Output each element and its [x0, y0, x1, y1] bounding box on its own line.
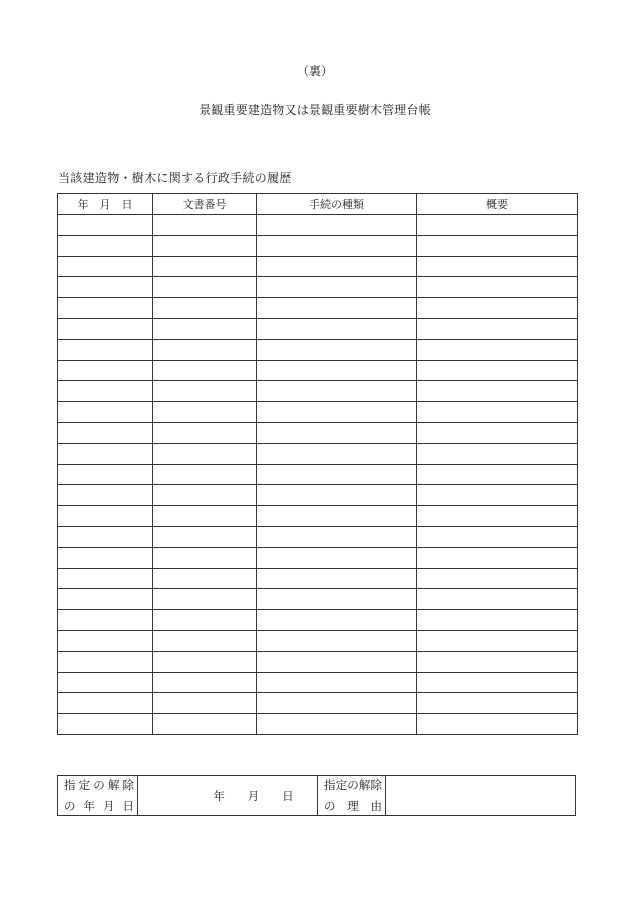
label-char: の	[93, 778, 105, 792]
table-row	[58, 693, 578, 714]
table-row	[58, 318, 578, 339]
summary-cell	[417, 443, 578, 464]
date-cell	[58, 443, 153, 464]
procedure-type-cell	[257, 693, 417, 714]
history-table	[57, 193, 578, 735]
summary-cell	[417, 630, 578, 651]
procedure-type-cell	[257, 547, 417, 568]
date-cell	[58, 215, 153, 236]
table-row	[58, 630, 578, 651]
cancel-reason-label	[318, 776, 386, 815]
label-char: 除	[370, 778, 382, 792]
procedure-type-cell	[257, 589, 417, 610]
procedure-type-cell	[257, 381, 417, 402]
date-cell	[58, 277, 153, 298]
procedure-type-cell	[257, 339, 417, 360]
col-header-date: 年 月 日	[58, 194, 153, 215]
procedure-type-cell	[257, 277, 417, 298]
summary-cell	[417, 693, 578, 714]
summary-cell	[417, 485, 578, 506]
table-row	[58, 339, 578, 360]
procedure-type-cell	[257, 402, 417, 423]
history-section-heading: 当該建造物・樹木に関する行政手続の履歴	[58, 171, 292, 185]
document-number-cell	[153, 339, 257, 360]
procedure-type-cell	[257, 630, 417, 651]
document-number-cell	[153, 318, 257, 339]
document-number-cell	[153, 422, 257, 443]
date-cell	[58, 235, 153, 256]
document-number-cell	[153, 589, 257, 610]
table-row	[58, 651, 578, 672]
date-cell	[58, 464, 153, 485]
date-cell	[58, 651, 153, 672]
table-row	[58, 360, 578, 381]
procedure-type-cell	[257, 651, 417, 672]
date-cell	[58, 339, 153, 360]
procedure-type-cell	[257, 443, 417, 464]
summary-cell	[417, 360, 578, 381]
cancel-date-label-line-2	[64, 798, 134, 814]
procedure-type-cell	[257, 298, 417, 319]
cancel-reason-label-line-2	[324, 798, 382, 814]
procedure-type-cell	[257, 318, 417, 339]
document-number-cell	[153, 360, 257, 381]
procedure-type-cell	[257, 568, 417, 589]
summary-cell	[417, 651, 578, 672]
summary-cell	[417, 402, 578, 423]
procedure-type-cell	[257, 464, 417, 485]
date-cell	[58, 526, 153, 547]
document-number-cell	[153, 630, 257, 651]
label-char: の	[347, 778, 359, 792]
summary-cell	[417, 464, 578, 485]
date-cell	[58, 568, 153, 589]
table-row	[58, 381, 578, 402]
table-row	[58, 547, 578, 568]
label-char: 除	[122, 778, 134, 792]
label-char: の	[64, 799, 76, 813]
table-row	[58, 256, 578, 277]
table-row	[58, 568, 578, 589]
date-cell	[58, 589, 153, 610]
cancel-date-label-line-1	[64, 777, 134, 793]
date-cell	[58, 360, 153, 381]
summary-cell	[417, 610, 578, 631]
summary-cell	[417, 381, 578, 402]
summary-cell	[417, 526, 578, 547]
table-row	[58, 714, 578, 735]
procedure-type-cell	[257, 714, 417, 735]
document-number-cell	[153, 298, 257, 319]
document-number-cell	[153, 672, 257, 693]
procedure-type-cell	[257, 485, 417, 506]
table-row	[58, 298, 578, 319]
procedure-type-cell	[257, 360, 417, 381]
label-char: 理	[347, 799, 359, 813]
table-row	[58, 215, 578, 236]
summary-cell	[417, 714, 578, 735]
document-number-cell	[153, 235, 257, 256]
document-number-cell	[153, 485, 257, 506]
document-number-cell	[153, 443, 257, 464]
table-row	[58, 589, 578, 610]
summary-cell	[417, 256, 578, 277]
procedure-type-cell	[257, 235, 417, 256]
document-number-cell	[153, 610, 257, 631]
table-row	[58, 672, 578, 693]
date-cell	[58, 672, 153, 693]
summary-cell	[417, 339, 578, 360]
procedure-type-cell	[257, 526, 417, 547]
summary-cell	[417, 672, 578, 693]
label-char: 日	[122, 799, 134, 813]
history-header-row	[58, 194, 578, 215]
label-char: 解	[358, 778, 371, 792]
cancel-date-day-unit: 日	[282, 788, 294, 803]
procedure-type-cell	[257, 506, 417, 527]
table-row	[58, 235, 578, 256]
summary-cell	[417, 298, 578, 319]
date-cell	[58, 547, 153, 568]
document-number-cell	[153, 714, 257, 735]
table-row	[58, 506, 578, 527]
document-number-cell	[153, 464, 257, 485]
date-cell	[58, 630, 153, 651]
document-number-cell	[153, 277, 257, 298]
table-row	[58, 485, 578, 506]
col-header-procedure-type: 手続の種類	[257, 194, 417, 215]
date-cell	[58, 485, 153, 506]
col-header-summary: 概要	[417, 194, 578, 215]
document-number-cell	[153, 526, 257, 547]
document-number-cell	[153, 402, 257, 423]
cancel-date-year-unit: 年	[213, 788, 225, 803]
cancel-date-field	[138, 776, 318, 815]
label-char: 月	[103, 799, 115, 813]
document-number-cell	[153, 381, 257, 402]
label-char: 解	[107, 778, 120, 792]
summary-cell	[417, 318, 578, 339]
date-cell	[58, 256, 153, 277]
label-char: 指	[324, 778, 336, 792]
document-number-cell	[153, 651, 257, 672]
summary-cell	[417, 568, 578, 589]
label-char: 年	[83, 799, 95, 813]
procedure-type-cell	[257, 672, 417, 693]
summary-cell	[417, 547, 578, 568]
procedure-type-cell	[257, 422, 417, 443]
date-cell	[58, 381, 153, 402]
procedure-type-cell	[257, 215, 417, 236]
summary-cell	[417, 277, 578, 298]
procedure-type-cell	[257, 610, 417, 631]
designation-cancellation-box	[57, 775, 576, 816]
label-char: 指	[64, 778, 76, 792]
col-header-document-number: 文書番号	[153, 194, 257, 215]
date-cell	[58, 422, 153, 443]
label-char: 定	[335, 778, 348, 792]
summary-cell	[417, 589, 578, 610]
date-cell	[58, 693, 153, 714]
document-number-cell	[153, 215, 257, 236]
date-cell	[58, 318, 153, 339]
page-side-note: （裏）	[296, 64, 333, 78]
label-char: 定	[78, 778, 91, 792]
date-cell	[58, 506, 153, 527]
label-char: の	[324, 799, 336, 813]
cancel-reason-label-line-1	[324, 777, 382, 793]
summary-cell	[417, 422, 578, 443]
document-number-cell	[153, 693, 257, 714]
table-row	[58, 464, 578, 485]
date-cell	[58, 298, 153, 319]
table-row	[58, 277, 578, 298]
document-number-cell	[153, 506, 257, 527]
history-table-body	[58, 215, 578, 735]
document-title: 景観重要建造物又は景観重要樹木管理台帳	[199, 103, 431, 117]
cancel-date-month-unit: 月	[247, 788, 260, 803]
summary-cell	[417, 235, 578, 256]
label-char: 由	[370, 799, 382, 813]
summary-cell	[417, 215, 578, 236]
summary-cell	[417, 506, 578, 527]
document-number-cell	[153, 547, 257, 568]
cancel-date-label	[58, 776, 138, 815]
document-number-cell	[153, 256, 257, 277]
document-number-cell	[153, 568, 257, 589]
table-row	[58, 610, 578, 631]
table-row	[58, 402, 578, 423]
table-row	[58, 443, 578, 464]
date-cell	[58, 402, 153, 423]
procedure-type-cell	[257, 256, 417, 277]
cancel-reason-field	[386, 776, 575, 815]
date-cell	[58, 714, 153, 735]
date-cell	[58, 610, 153, 631]
table-row	[58, 422, 578, 443]
table-row	[58, 526, 578, 547]
